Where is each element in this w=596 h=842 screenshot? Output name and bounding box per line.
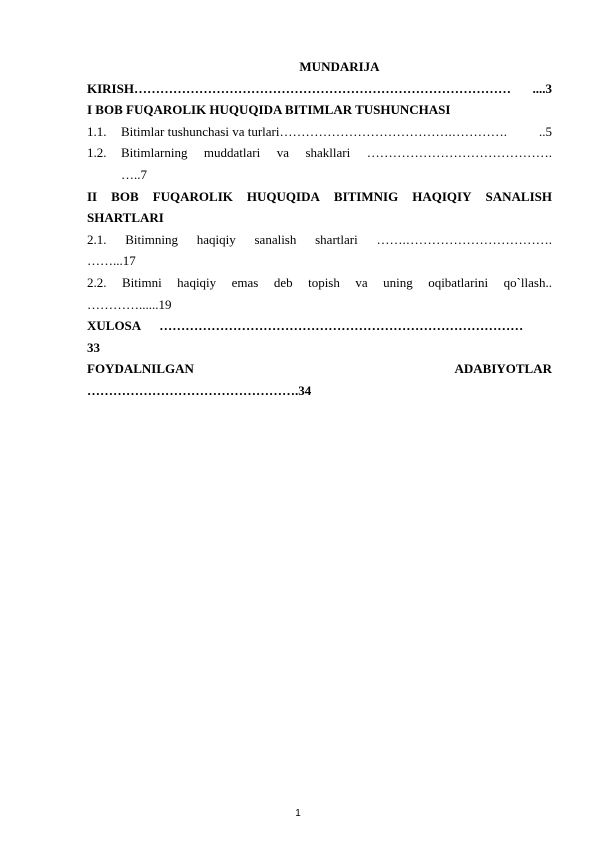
toc-entry-label: Bitimlarning muddatlari va shakllari …………………………………….	[121, 142, 552, 164]
toc-entry-label: XULOSA	[87, 318, 142, 334]
toc-entry-label-continued: SHARTLARI	[87, 210, 164, 226]
toc-entry-label: 2.2. Bitimni haqiqiy emas deb topish va uning oqibatlarini qo`llash..	[87, 274, 552, 290]
toc-leader-dots: ………………………………….………….	[279, 123, 507, 139]
toc-page-number: 33	[87, 339, 100, 355]
toc-leader-dots: …………………………………………………………………………	[159, 318, 524, 334]
toc-entry-foydalanilgan[interactable]	[87, 358, 552, 401]
toc-entry-label: Bitimlar tushunchasi va turlari	[121, 123, 280, 139]
toc-title: MUNDARIJA	[299, 59, 380, 74]
toc-entry-label: FOYDALNILGAN ADABIYOTLAR	[87, 361, 552, 377]
toc-section-number: 1.1.	[87, 123, 107, 139]
toc-page-number: …………......19	[87, 296, 172, 312]
toc-entry-label: 2.1. Bitimning haqiqiy sanalish shartlari …….…………………………….	[87, 229, 552, 251]
toc-leader-dots: …….…………………………….	[376, 231, 552, 247]
footer-page-number: 1	[295, 808, 301, 819]
toc-section-number: 1.2.	[87, 145, 107, 161]
toc-entry-chapter-1[interactable]	[87, 99, 552, 121]
toc-entry-section-2-1[interactable]	[87, 229, 552, 272]
table-of-contents	[87, 56, 552, 402]
toc-leader-dots: ……………………………………………………………………………	[133, 80, 511, 96]
toc-entry-label: II BOB FUQAROLIK HUQUQIDA BITIMNIG HAQIQIY SANALISH	[87, 188, 552, 204]
toc-entry-label: KIRISH	[87, 80, 134, 96]
toc-page-number: ……...17	[87, 253, 136, 269]
toc-entry-chapter-2[interactable]	[87, 186, 552, 229]
toc-page-number: ..5	[539, 123, 552, 139]
toc-leader-dots: …………………………………….	[366, 145, 552, 161]
toc-entry-section-1-1[interactable]	[87, 121, 552, 143]
toc-entry-label: I BOB FUQAROLIK HUQUQIDA BITIMLAR TUSHUNCHASI	[87, 102, 451, 118]
toc-page-number: …..7	[121, 166, 147, 182]
toc-entry-section-1-2[interactable]	[87, 142, 552, 185]
toc-entry-kirish[interactable]	[87, 78, 552, 100]
toc-page-number: ………………………………………….34	[87, 382, 312, 398]
toc-entry-xulosa[interactable]	[87, 315, 552, 358]
toc-page-number: ....3	[532, 80, 552, 96]
toc-entry-section-2-2[interactable]	[87, 272, 552, 315]
